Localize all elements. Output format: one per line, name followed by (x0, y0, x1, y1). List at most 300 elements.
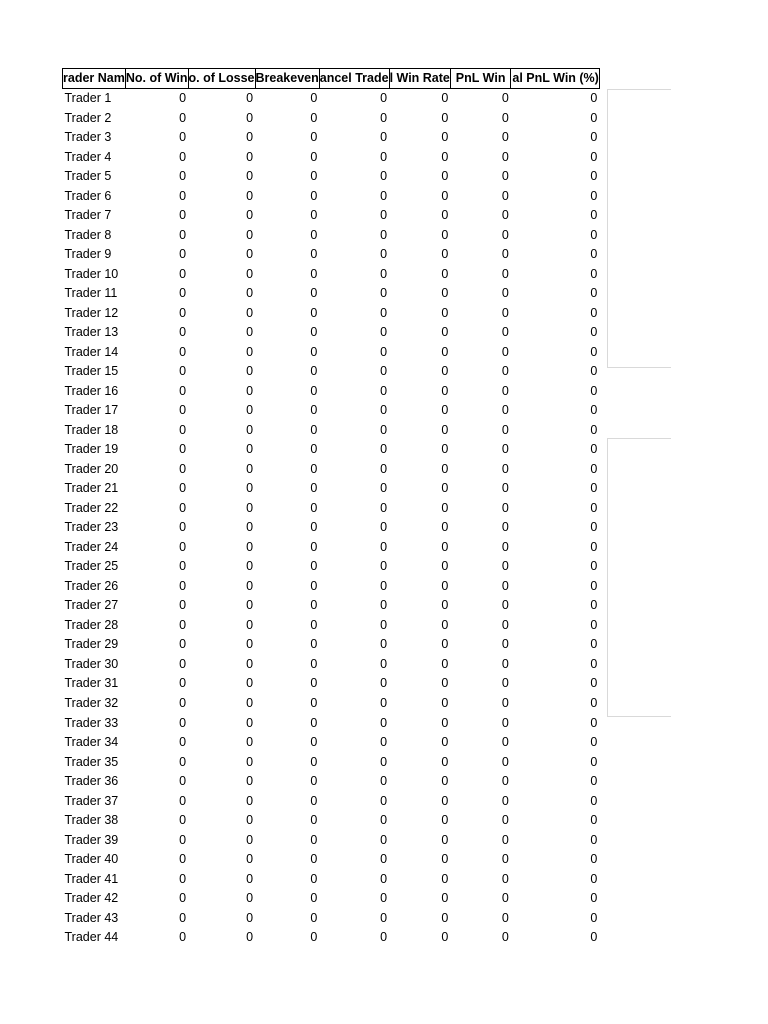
value-cell[interactable]: 0 (441, 676, 449, 691)
value-cell[interactable]: 0 (179, 481, 187, 496)
value-cell[interactable]: 0 (441, 325, 449, 340)
value-cell[interactable]: 0 (590, 774, 598, 789)
value-cell[interactable]: 0 (441, 793, 449, 808)
value-cell[interactable]: 0 (441, 930, 449, 945)
value-cell[interactable]: 0 (179, 325, 187, 340)
value-cell[interactable]: 0 (380, 461, 388, 476)
value-cell[interactable]: 0 (441, 598, 449, 613)
value-cell[interactable]: 0 (246, 208, 254, 223)
value-cell[interactable]: 0 (310, 383, 318, 398)
value-cell[interactable]: 0 (441, 247, 449, 262)
value-cell[interactable]: 0 (441, 774, 449, 789)
value-cell[interactable]: 0 (179, 617, 187, 632)
value-cell[interactable]: 0 (310, 91, 318, 105)
value-cell[interactable]: 0 (501, 871, 509, 886)
value-cell[interactable]: 0 (441, 422, 449, 437)
value-cell[interactable]: 0 (590, 188, 598, 203)
value-cell[interactable]: 0 (590, 910, 598, 925)
value-cell[interactable]: 0 (179, 910, 187, 925)
value-cell[interactable]: 0 (310, 247, 318, 262)
trader-name-cell[interactable]: Trader 7 (64, 208, 112, 223)
value-cell[interactable]: 0 (590, 695, 598, 710)
value-cell[interactable]: 0 (590, 500, 598, 515)
value-cell[interactable]: 0 (179, 813, 187, 828)
trader-name-cell[interactable]: Trader 6 (64, 188, 112, 203)
value-cell[interactable]: 0 (246, 852, 254, 867)
trader-name-cell[interactable]: Trader 10 (64, 266, 119, 281)
value-cell[interactable]: 0 (590, 578, 598, 593)
value-cell[interactable]: 0 (179, 227, 187, 242)
value-cell[interactable]: 0 (590, 227, 598, 242)
value-cell[interactable]: 0 (380, 227, 388, 242)
value-cell[interactable]: 0 (380, 617, 388, 632)
value-cell[interactable]: 0 (380, 169, 388, 184)
value-cell[interactable]: 0 (246, 891, 254, 906)
value-cell[interactable]: 0 (310, 266, 318, 281)
value-cell[interactable]: 0 (380, 598, 388, 613)
value-cell[interactable]: 0 (246, 695, 254, 710)
value-cell[interactable]: 0 (179, 520, 187, 535)
value-cell[interactable]: 0 (310, 637, 318, 652)
value-cell[interactable]: 0 (380, 754, 388, 769)
value-cell[interactable]: 0 (501, 676, 509, 691)
trader-name-cell[interactable]: Trader 25 (64, 559, 119, 574)
trader-name-cell[interactable]: Trader 29 (64, 637, 119, 652)
trader-name-cell[interactable]: Trader 37 (64, 793, 119, 808)
value-cell[interactable]: 0 (310, 364, 318, 379)
value-cell[interactable]: 0 (380, 695, 388, 710)
value-cell[interactable]: 0 (246, 91, 254, 105)
value-cell[interactable]: 0 (310, 715, 318, 730)
value-cell[interactable]: 0 (246, 539, 254, 554)
value-cell[interactable]: 0 (380, 325, 388, 340)
trader-name-cell[interactable]: Trader 30 (64, 656, 119, 671)
value-cell[interactable]: 0 (441, 578, 449, 593)
trader-name-cell[interactable]: Trader 32 (64, 695, 119, 710)
value-cell[interactable]: 0 (590, 461, 598, 476)
value-cell[interactable]: 0 (246, 754, 254, 769)
value-cell[interactable]: 0 (590, 520, 598, 535)
value-cell[interactable]: 0 (380, 383, 388, 398)
value-cell[interactable]: 0 (179, 598, 187, 613)
trader-name-cell[interactable]: Trader 9 (64, 247, 112, 262)
value-cell[interactable]: 0 (380, 735, 388, 750)
value-cell[interactable]: 0 (590, 403, 598, 418)
value-cell[interactable]: 0 (310, 500, 318, 515)
value-cell[interactable]: 0 (246, 442, 254, 457)
value-cell[interactable]: 0 (179, 305, 187, 320)
value-cell[interactable]: 0 (590, 305, 598, 320)
value-cell[interactable]: 0 (246, 910, 254, 925)
trader-name-cell[interactable]: Trader 35 (64, 754, 119, 769)
value-cell[interactable]: 0 (441, 169, 449, 184)
value-cell[interactable]: 0 (441, 656, 449, 671)
value-cell[interactable]: 0 (380, 520, 388, 535)
value-cell[interactable]: 0 (501, 715, 509, 730)
value-cell[interactable]: 0 (310, 325, 318, 340)
value-cell[interactable]: 0 (590, 813, 598, 828)
value-cell[interactable]: 0 (179, 91, 187, 105)
value-cell[interactable]: 0 (179, 208, 187, 223)
value-cell[interactable]: 0 (310, 422, 318, 437)
value-cell[interactable]: 0 (441, 891, 449, 906)
value-cell[interactable]: 0 (441, 149, 449, 164)
trader-name-cell[interactable]: Trader 1 (64, 91, 112, 105)
value-cell[interactable]: 0 (246, 286, 254, 301)
value-cell[interactable]: 0 (310, 481, 318, 496)
value-cell[interactable]: 0 (441, 539, 449, 554)
value-cell[interactable]: 0 (590, 930, 598, 945)
value-cell[interactable]: 0 (310, 539, 318, 554)
value-cell[interactable]: 0 (590, 110, 598, 125)
value-cell[interactable]: 0 (441, 110, 449, 125)
value-cell[interactable]: 0 (501, 656, 509, 671)
value-cell[interactable]: 0 (380, 852, 388, 867)
value-cell[interactable]: 0 (310, 871, 318, 886)
value-cell[interactable]: 0 (380, 891, 388, 906)
value-cell[interactable]: 0 (246, 578, 254, 593)
trader-name-cell[interactable]: Trader 18 (64, 422, 119, 437)
value-cell[interactable]: 0 (380, 208, 388, 223)
value-cell[interactable]: 0 (441, 208, 449, 223)
value-cell[interactable]: 0 (246, 247, 254, 262)
value-cell[interactable]: 0 (246, 344, 254, 359)
value-cell[interactable]: 0 (179, 715, 187, 730)
value-cell[interactable]: 0 (380, 442, 388, 457)
value-cell[interactable]: 0 (179, 871, 187, 886)
value-cell[interactable]: 0 (380, 559, 388, 574)
value-cell[interactable]: 0 (501, 286, 509, 301)
value-cell[interactable]: 0 (310, 930, 318, 945)
value-cell[interactable]: 0 (441, 871, 449, 886)
value-cell[interactable]: 0 (380, 539, 388, 554)
value-cell[interactable]: 0 (380, 344, 388, 359)
value-cell[interactable]: 0 (590, 656, 598, 671)
value-cell[interactable]: 0 (590, 325, 598, 340)
value-cell[interactable]: 0 (441, 188, 449, 203)
value-cell[interactable]: 0 (179, 832, 187, 847)
value-cell[interactable]: 0 (179, 930, 187, 945)
value-cell[interactable]: 0 (310, 559, 318, 574)
value-cell[interactable]: 0 (441, 91, 449, 105)
value-cell[interactable]: 0 (310, 227, 318, 242)
value-cell[interactable]: 0 (179, 559, 187, 574)
value-cell[interactable]: 0 (590, 364, 598, 379)
value-cell[interactable]: 0 (501, 637, 509, 652)
value-cell[interactable]: 0 (310, 910, 318, 925)
value-cell[interactable]: 0 (501, 227, 509, 242)
header-cell-losses[interactable] (188, 69, 255, 89)
value-cell[interactable]: 0 (246, 793, 254, 808)
value-cell[interactable]: 0 (179, 735, 187, 750)
value-cell[interactable]: 0 (590, 539, 598, 554)
value-cell[interactable]: 0 (246, 188, 254, 203)
value-cell[interactable]: 0 (310, 852, 318, 867)
value-cell[interactable]: 0 (590, 208, 598, 223)
value-cell[interactable]: 0 (501, 208, 509, 223)
trader-name-cell[interactable]: Trader 43 (64, 910, 119, 925)
trader-name-cell[interactable]: Trader 8 (64, 227, 112, 242)
value-cell[interactable]: 0 (441, 852, 449, 867)
value-cell[interactable]: 0 (501, 422, 509, 437)
value-cell[interactable]: 0 (179, 188, 187, 203)
value-cell[interactable]: 0 (590, 715, 598, 730)
value-cell[interactable]: 0 (380, 110, 388, 125)
value-cell[interactable]: 0 (380, 481, 388, 496)
trader-name-cell[interactable]: Trader 44 (64, 930, 119, 945)
value-cell[interactable]: 0 (310, 793, 318, 808)
value-cell[interactable]: 0 (179, 461, 187, 476)
value-cell[interactable]: 0 (441, 364, 449, 379)
trader-name-cell[interactable]: Trader 17 (64, 403, 119, 418)
value-cell[interactable]: 0 (310, 695, 318, 710)
value-cell[interactable]: 0 (501, 364, 509, 379)
value-cell[interactable]: 0 (310, 735, 318, 750)
value-cell[interactable]: 0 (501, 325, 509, 340)
value-cell[interactable]: 0 (441, 344, 449, 359)
value-cell[interactable]: 0 (501, 793, 509, 808)
value-cell[interactable]: 0 (310, 598, 318, 613)
value-cell[interactable]: 0 (501, 442, 509, 457)
value-cell[interactable]: 0 (179, 422, 187, 437)
trader-name-cell[interactable]: Trader 36 (64, 774, 119, 789)
value-cell[interactable]: 0 (441, 461, 449, 476)
value-cell[interactable]: 0 (310, 461, 318, 476)
trader-name-cell[interactable]: Trader 20 (64, 461, 119, 476)
value-cell[interactable]: 0 (590, 832, 598, 847)
value-cell[interactable]: 0 (246, 266, 254, 281)
header-cell-trader-name[interactable] (63, 69, 126, 89)
value-cell[interactable]: 0 (380, 910, 388, 925)
header-cell-pnl-win-pct[interactable] (511, 69, 599, 89)
value-cell[interactable]: 0 (441, 813, 449, 828)
value-cell[interactable]: 0 (246, 500, 254, 515)
header-cell-breakeven[interactable] (255, 69, 319, 89)
trader-name-cell[interactable]: Trader 14 (64, 344, 119, 359)
value-cell[interactable]: 0 (179, 695, 187, 710)
trader-name-cell[interactable]: Trader 5 (64, 169, 112, 184)
value-cell[interactable]: 0 (246, 832, 254, 847)
value-cell[interactable]: 0 (246, 130, 254, 145)
value-cell[interactable]: 0 (501, 169, 509, 184)
trader-name-cell[interactable]: Trader 11 (64, 286, 118, 301)
value-cell[interactable]: 0 (501, 832, 509, 847)
value-cell[interactable]: 0 (590, 871, 598, 886)
value-cell[interactable]: 0 (590, 383, 598, 398)
value-cell[interactable]: 0 (179, 383, 187, 398)
value-cell[interactable]: 0 (590, 286, 598, 301)
value-cell[interactable]: 0 (179, 676, 187, 691)
value-cell[interactable]: 0 (179, 637, 187, 652)
header-cell-wins[interactable] (125, 69, 188, 89)
value-cell[interactable]: 0 (501, 383, 509, 398)
value-cell[interactable]: 0 (246, 227, 254, 242)
value-cell[interactable]: 0 (310, 656, 318, 671)
trader-name-cell[interactable]: Trader 2 (64, 110, 112, 125)
value-cell[interactable]: 0 (310, 578, 318, 593)
value-cell[interactable]: 0 (310, 130, 318, 145)
value-cell[interactable]: 0 (441, 227, 449, 242)
value-cell[interactable]: 0 (501, 910, 509, 925)
value-cell[interactable]: 0 (179, 344, 187, 359)
value-cell[interactable]: 0 (380, 130, 388, 145)
value-cell[interactable]: 0 (380, 500, 388, 515)
value-cell[interactable]: 0 (501, 754, 509, 769)
value-cell[interactable]: 0 (380, 832, 388, 847)
value-cell[interactable]: 0 (441, 286, 449, 301)
value-cell[interactable]: 0 (246, 715, 254, 730)
value-cell[interactable]: 0 (501, 695, 509, 710)
value-cell[interactable]: 0 (441, 754, 449, 769)
value-cell[interactable]: 0 (380, 247, 388, 262)
trader-name-cell[interactable]: Trader 24 (64, 539, 119, 554)
value-cell[interactable]: 0 (501, 930, 509, 945)
trader-name-cell[interactable]: Trader 19 (64, 442, 119, 457)
value-cell[interactable]: 0 (246, 774, 254, 789)
value-cell[interactable]: 0 (590, 149, 598, 164)
value-cell[interactable]: 0 (501, 266, 509, 281)
value-cell[interactable]: 0 (441, 559, 449, 574)
value-cell[interactable]: 0 (590, 637, 598, 652)
trader-name-cell[interactable]: Trader 34 (64, 735, 119, 750)
value-cell[interactable]: 0 (310, 813, 318, 828)
value-cell[interactable]: 0 (246, 813, 254, 828)
value-cell[interactable]: 0 (310, 520, 318, 535)
value-cell[interactable]: 0 (310, 344, 318, 359)
value-cell[interactable]: 0 (590, 754, 598, 769)
value-cell[interactable]: 0 (380, 774, 388, 789)
trader-name-cell[interactable]: Trader 3 (64, 130, 112, 145)
trader-name-cell[interactable]: Trader 33 (64, 715, 119, 730)
value-cell[interactable]: 0 (246, 149, 254, 164)
value-cell[interactable]: 0 (310, 403, 318, 418)
value-cell[interactable]: 0 (246, 735, 254, 750)
value-cell[interactable]: 0 (246, 383, 254, 398)
value-cell[interactable]: 0 (501, 852, 509, 867)
value-cell[interactable]: 0 (441, 832, 449, 847)
trader-name-cell[interactable]: Trader 22 (64, 500, 119, 515)
header-cell-pnl-win[interactable] (450, 69, 511, 89)
value-cell[interactable]: 0 (310, 169, 318, 184)
trader-name-cell[interactable]: Trader 16 (64, 383, 119, 398)
value-cell[interactable]: 0 (590, 91, 598, 105)
value-cell[interactable]: 0 (179, 774, 187, 789)
value-cell[interactable]: 0 (441, 695, 449, 710)
value-cell[interactable]: 0 (246, 403, 254, 418)
value-cell[interactable]: 0 (590, 130, 598, 145)
value-cell[interactable]: 0 (501, 813, 509, 828)
value-cell[interactable]: 0 (246, 930, 254, 945)
value-cell[interactable]: 0 (179, 442, 187, 457)
value-cell[interactable]: 0 (501, 520, 509, 535)
value-cell[interactable]: 0 (380, 656, 388, 671)
value-cell[interactable]: 0 (380, 637, 388, 652)
trader-name-cell[interactable]: Trader 38 (64, 813, 119, 828)
value-cell[interactable]: 0 (501, 130, 509, 145)
value-cell[interactable]: 0 (501, 774, 509, 789)
trader-name-cell[interactable]: Trader 41 (64, 871, 119, 886)
value-cell[interactable]: 0 (246, 598, 254, 613)
value-cell[interactable]: 0 (441, 500, 449, 515)
value-cell[interactable]: 0 (246, 481, 254, 496)
value-cell[interactable]: 0 (310, 676, 318, 691)
value-cell[interactable]: 0 (380, 813, 388, 828)
value-cell[interactable]: 0 (179, 793, 187, 808)
value-cell[interactable]: 0 (590, 442, 598, 457)
value-cell[interactable]: 0 (246, 520, 254, 535)
value-cell[interactable]: 0 (246, 559, 254, 574)
trader-name-cell[interactable]: Trader 28 (64, 617, 119, 632)
trader-name-cell[interactable]: Trader 27 (64, 598, 119, 613)
value-cell[interactable]: 0 (310, 774, 318, 789)
trader-name-cell[interactable]: Trader 15 (64, 364, 119, 379)
value-cell[interactable]: 0 (380, 188, 388, 203)
value-cell[interactable]: 0 (246, 305, 254, 320)
value-cell[interactable]: 0 (441, 305, 449, 320)
value-cell[interactable]: 0 (380, 930, 388, 945)
value-cell[interactable]: 0 (179, 852, 187, 867)
value-cell[interactable]: 0 (246, 325, 254, 340)
value-cell[interactable]: 0 (179, 754, 187, 769)
value-cell[interactable]: 0 (246, 871, 254, 886)
value-cell[interactable]: 0 (179, 169, 187, 184)
value-cell[interactable]: 0 (590, 676, 598, 691)
value-cell[interactable]: 0 (310, 305, 318, 320)
value-cell[interactable]: 0 (179, 110, 187, 125)
chart-frame-1[interactable] (607, 89, 671, 368)
value-cell[interactable]: 0 (310, 110, 318, 125)
value-cell[interactable]: 0 (380, 676, 388, 691)
value-cell[interactable]: 0 (380, 286, 388, 301)
trader-name-cell[interactable]: Trader 23 (64, 520, 119, 535)
value-cell[interactable]: 0 (246, 656, 254, 671)
value-cell[interactable]: 0 (246, 461, 254, 476)
value-cell[interactable]: 0 (179, 247, 187, 262)
value-cell[interactable]: 0 (441, 520, 449, 535)
value-cell[interactable]: 0 (441, 481, 449, 496)
value-cell[interactable]: 0 (179, 130, 187, 145)
value-cell[interactable]: 0 (380, 715, 388, 730)
value-cell[interactable]: 0 (380, 266, 388, 281)
value-cell[interactable]: 0 (501, 617, 509, 632)
value-cell[interactable]: 0 (310, 832, 318, 847)
value-cell[interactable]: 0 (310, 442, 318, 457)
value-cell[interactable]: 0 (246, 169, 254, 184)
value-cell[interactable]: 0 (441, 403, 449, 418)
value-cell[interactable]: 0 (380, 793, 388, 808)
value-cell[interactable]: 0 (179, 149, 187, 164)
value-cell[interactable]: 0 (179, 500, 187, 515)
value-cell[interactable]: 0 (380, 364, 388, 379)
value-cell[interactable]: 0 (246, 422, 254, 437)
value-cell[interactable]: 0 (380, 149, 388, 164)
value-cell[interactable]: 0 (501, 91, 509, 105)
value-cell[interactable]: 0 (501, 305, 509, 320)
value-cell[interactable]: 0 (590, 793, 598, 808)
value-cell[interactable]: 0 (246, 364, 254, 379)
value-cell[interactable]: 0 (501, 481, 509, 496)
trader-name-cell[interactable]: Trader 42 (64, 891, 119, 906)
value-cell[interactable]: 0 (179, 578, 187, 593)
value-cell[interactable]: 0 (501, 891, 509, 906)
value-cell[interactable]: 0 (246, 110, 254, 125)
value-cell[interactable]: 0 (590, 169, 598, 184)
value-cell[interactable]: 0 (380, 305, 388, 320)
value-cell[interactable]: 0 (501, 247, 509, 262)
value-cell[interactable]: 0 (246, 676, 254, 691)
value-cell[interactable]: 0 (501, 403, 509, 418)
value-cell[interactable]: 0 (310, 286, 318, 301)
